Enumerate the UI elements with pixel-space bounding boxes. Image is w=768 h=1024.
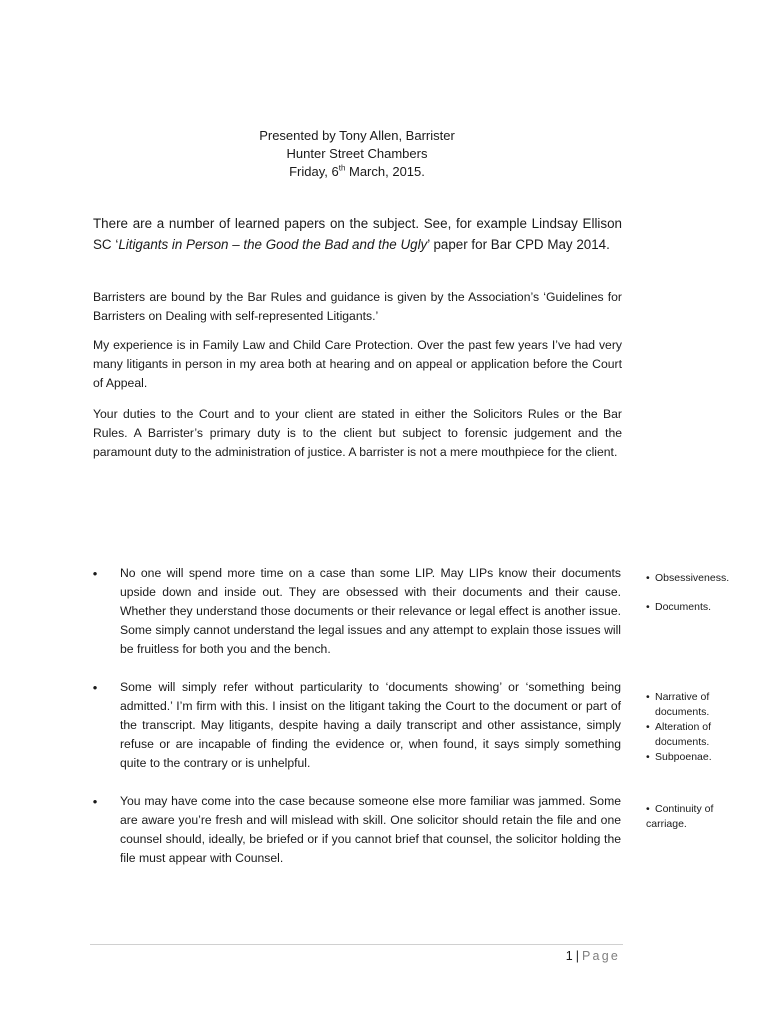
margin-note-narrative xyxy=(646,690,764,719)
margin-note-text-cont: documents. xyxy=(655,705,710,718)
margin-note-continuity xyxy=(646,802,764,831)
paper-title: Litigants in Person – the Good the Bad and the Ugly xyxy=(118,237,428,252)
margin-note-text-cont: carriage. xyxy=(646,817,687,830)
bullet-icon: • xyxy=(92,566,98,581)
bullet-icon: • xyxy=(646,721,650,733)
margin-note-text: Narrative of xyxy=(655,691,710,703)
bullet-icon: • xyxy=(646,601,650,613)
intro-paragraph xyxy=(93,213,622,255)
footer-separator: | xyxy=(575,949,579,963)
margin-note-documents xyxy=(646,600,764,615)
intro-text-b: ’ paper for Bar CPD May 2014. xyxy=(427,237,610,252)
duties-paragraph: Your duties to the Court and to your client are stated in either the Solicitors Rules or the Bar Rules. A Barrister’s primary duty is to the client but subject to forensic judgement and the paramount duty to the administration of justice. A barrister is not a mere mouthpiece for the client. xyxy=(93,407,622,459)
page-footer xyxy=(566,948,620,964)
presenter-line: Presented by Tony Allen, Barrister xyxy=(259,128,455,143)
page-number: 1 xyxy=(565,949,573,963)
date-line xyxy=(200,163,514,181)
experience-paragraph: My experience is in Family Law and Child Care Protection. Over the past few years I’ve had very many litigants in person in my area both at hearing and on appeal or application before the Court of Appeal. xyxy=(93,338,622,390)
bullet-icon: • xyxy=(646,751,650,763)
page-label: Page xyxy=(582,949,620,963)
footer-divider xyxy=(90,944,623,945)
margin-note-subpoenae xyxy=(646,750,764,765)
intro-text-a: There are a number of learned papers on the subject. See, for example Lindsay Ellison SC ‘ xyxy=(93,216,622,252)
margin-note-obsessiveness xyxy=(646,571,764,586)
bar-rules-paragraph: Barristers are bound by the Bar Rules and guidance is given by the Association’s ‘Guidelines for Barristers on Dealing with self-represented Litigants.’ xyxy=(93,290,622,323)
margin-note-text: Continuity of xyxy=(655,803,714,815)
margin-note-text: Obsessiveness. xyxy=(655,572,730,584)
date-prefix: Friday, 6 xyxy=(289,164,339,179)
date-ordinal-suffix: th xyxy=(338,163,346,173)
bullet-icon: • xyxy=(646,691,650,703)
bullet-icon: • xyxy=(646,572,650,584)
bullet-icon: • xyxy=(92,794,98,809)
margin-note-alteration xyxy=(646,720,764,749)
bullet-text: You may have come into the case because someone else more familiar was jammed. Some are aware you’re fresh and will mislead with skill. One solicitor should retain the file and one counsel should, ideally, be briefed or if you cannot brief that counsel, the solicitor holding the file must appear with Counsel. xyxy=(120,794,621,865)
bullet-text: No one will spend more time on a case than some LIP. May LIPs know their documents upside down and inside out. They are obsessed with their documents and their cause. Whether they understand those documents or their relevance or legal effect is another issue. Some simply cannot understand the legal issues and any attempt to explain those issues will be fruitless for both you and the bench. xyxy=(120,566,621,656)
margin-note-text: Alteration of xyxy=(655,721,712,733)
chambers-line: Hunter Street Chambers xyxy=(286,146,428,161)
presentation-header xyxy=(200,127,514,181)
margin-note-text: Subpoenae. xyxy=(655,751,712,763)
date-suffix: March, 2015. xyxy=(345,164,425,179)
bullet-icon: • xyxy=(92,680,98,695)
bullet-icon: • xyxy=(646,803,650,815)
margin-note-text: Documents. xyxy=(655,601,712,613)
bullet-text: Some will simply refer without particularity to ‘documents showing’ or ‘something being admitted.’ I’m firm with this. I insist on the litigant taking the Court to the document or part of the transcript. May litigants, despite having a daily transcript and other assistance, simply refuse or are incapable of finding the evidence or, when found, it says simply something quite to the contrary or is unhelpful. xyxy=(120,680,621,770)
margin-note-text-cont: documents. xyxy=(655,735,710,748)
